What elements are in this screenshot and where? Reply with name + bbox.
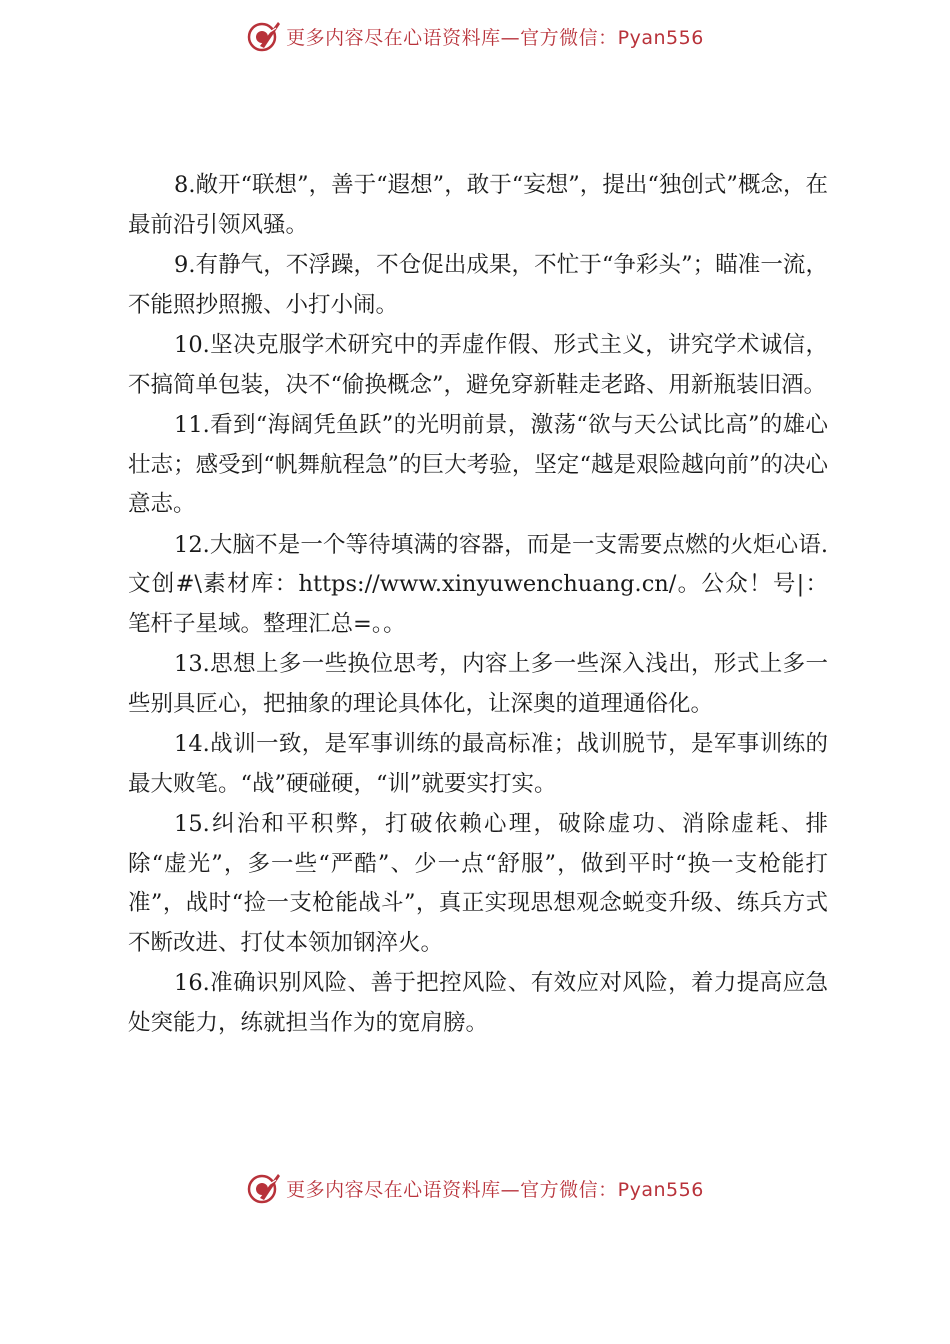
quill-seal-icon: [246, 18, 282, 54]
paragraph-12: 12.大脑不是一个等待填满的容器，而是一支需要点燃的火炬心语.文创#\素材库：https://www.xinyuwenchuang.cn/。公众！号|：笔杆子星域。整理汇总=。。: [128, 531, 828, 637]
header-banner: [0, 16, 950, 56]
paragraph-8: 8.敞开“联想”，善于“遐想”，敢于“妄想”，提出“独创式”概念，在最前沿引领风骚。: [128, 172, 828, 238]
paragraph-9: 9.有静气，不浮躁，不仓促出成果，不忙于“争彩头”；瞄准一流，不能照抄照搬、小打小闹。: [128, 252, 828, 318]
paragraph-14: 14.战训一致，是军事训练的最高标准；战训脱节，是军事训练的最大败笔。“战”硬碰硬，“训”就要实打实。: [128, 731, 828, 797]
quill-seal-icon: [246, 1170, 282, 1206]
paragraph-11: 11.看到“海阔凭鱼跃”的光明前景，激荡“欲与天公试比高”的雄心壮志；感受到“帆舞航程急”的巨大考验，坚定“越是艰险越向前”的决心意志。: [128, 412, 828, 517]
footer-banner: [0, 1168, 950, 1208]
paragraph-10: 10.坚决克服学术研究中的弄虚作假、形式主义，讲究学术诚信，不搞简单包装，决不“偷换概念”，避免穿新鞋走老路、用新瓶装旧酒。: [128, 332, 828, 398]
paragraph-15: 15.纠治和平积弊，打破依赖心理，破除虚功、消除虚耗、排除“虚光”，多一些“严酷”、少一点“舒服”，做到平时“换一支枪能打准”，战时“捡一支枪能战斗”，真正实现思想观念蜕变升级、练兵方式不断改进、打仗本领加钢淬火。: [128, 811, 828, 956]
footer-banner-text: 更多内容尽在心语资料库—官方微信：Pyan556: [286, 1178, 704, 1201]
header-banner-text: 更多内容尽在心语资料库—官方微信：Pyan556: [286, 26, 704, 49]
paragraph-13: 13.思想上多一些换位思考，内容上多一些深入浅出，形式上多一些别具匠心，把抽象的理论具体化，让深奥的道理通俗化。: [128, 651, 828, 717]
document-body: [128, 166, 828, 1044]
paragraph-16: 16.准确识别风险、善于把控风险、有效应对风险，着力提高应急处突能力，练就担当作为的宽肩膀。: [128, 970, 828, 1036]
